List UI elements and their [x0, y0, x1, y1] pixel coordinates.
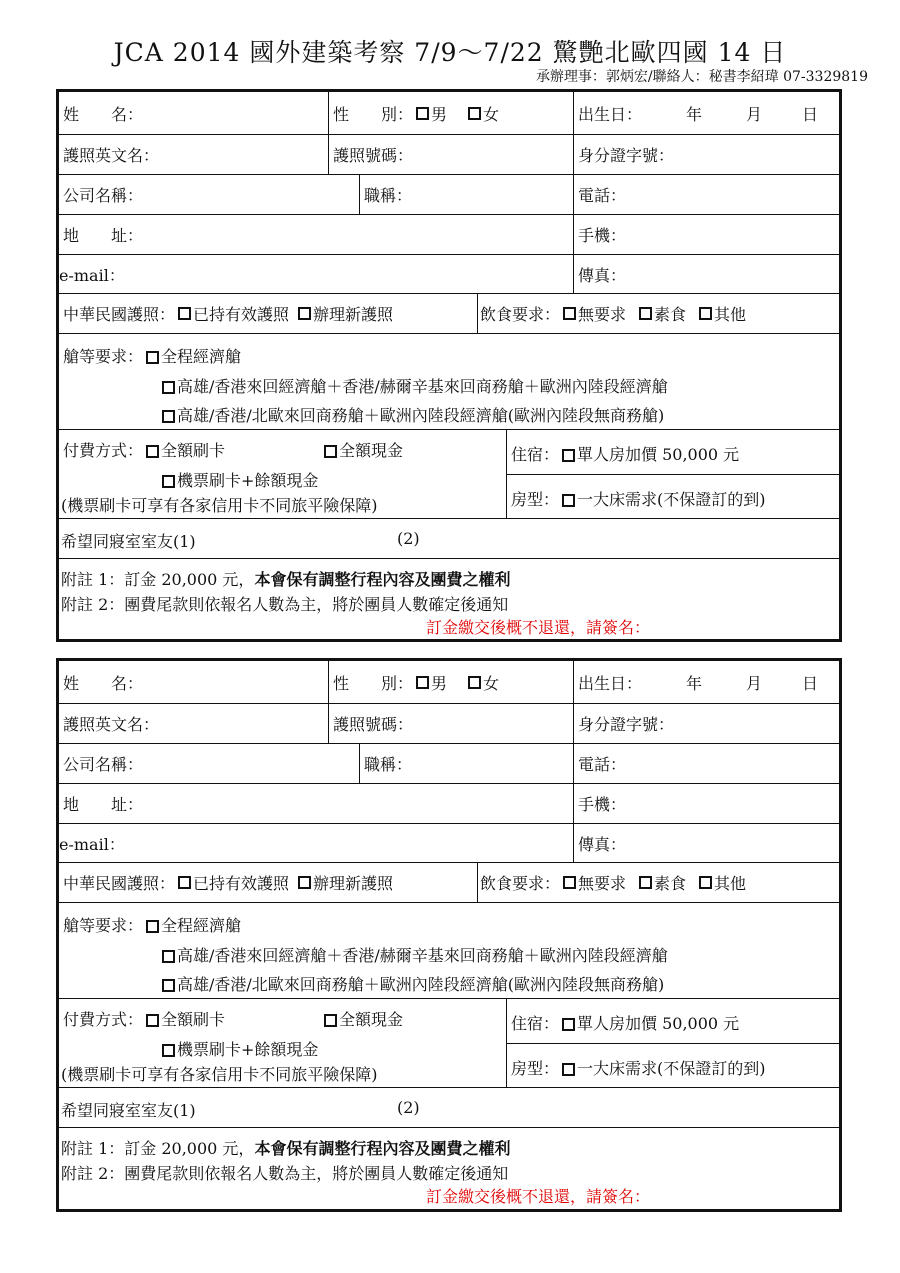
row-company [59, 744, 839, 784]
id-no-field[interactable]: 身分證字號： [573, 135, 839, 174]
room-type-field [511, 487, 766, 510]
name-field[interactable]: 姓 名： [63, 104, 144, 124]
no-req-label: 無要求 [578, 874, 627, 893]
row-address [59, 784, 839, 824]
roc-passport-field [59, 294, 477, 333]
pay-card-checkbox[interactable] [146, 1014, 159, 1027]
row-passport [59, 704, 839, 744]
roc-passport-label: 中華民國護照： [63, 305, 176, 324]
payment-label: 付費方式： [63, 441, 144, 460]
row-passport-diet [59, 294, 839, 334]
row-notes [59, 559, 839, 639]
row-cabin [59, 334, 839, 430]
note-1-bold-text: 本會保有調整行程內容及團費之權利 [254, 1139, 511, 1158]
row-address [59, 215, 839, 255]
other-diet-label: 其他 [714, 305, 747, 324]
cabin-opt2-label: 高雄/香港來回經濟艙＋香港/赫爾辛基來回商務艙＋歐洲內陸段經濟艙 [177, 946, 668, 965]
diet-field [477, 863, 839, 902]
passport-en-name-field[interactable]: 護照英文名： [63, 715, 160, 734]
new-passport-checkbox[interactable] [298, 307, 311, 320]
cabin-line-1 [63, 344, 241, 367]
month-label: 月 [746, 673, 763, 693]
job-title-field[interactable]: 職稱： [359, 744, 573, 783]
big-bed-label: 一大床需求(不保證訂的到) [577, 490, 766, 509]
pay-cash-checkbox[interactable] [324, 445, 337, 458]
registration-form-1 [56, 89, 842, 642]
male-checkbox[interactable] [416, 676, 429, 689]
row-roommate [59, 1088, 839, 1128]
note-1 [61, 1136, 510, 1159]
big-bed-checkbox[interactable] [562, 1063, 575, 1076]
pay-mixed-label: 機票刷卡+餘額現金 [177, 471, 319, 490]
row-payment [59, 430, 839, 519]
valid-passport-checkbox[interactable] [178, 307, 191, 320]
no-req-checkbox[interactable] [563, 876, 576, 889]
cabin-opt3-label: 高雄/香港/北歐來回商務艙＋歐洲內陸段經濟艙(歐洲內陸段無商務艙) [177, 975, 665, 994]
valid-passport-label: 已持有效護照 [193, 874, 290, 893]
roc-passport-label: 中華民國護照： [63, 874, 176, 893]
lodging-divider [506, 1043, 839, 1044]
gender-field [328, 92, 573, 134]
cabin-opt1-label: 全程經濟艙 [161, 347, 242, 366]
roc-passport-field [59, 863, 477, 902]
lodging-field [511, 442, 739, 465]
cabin-line-3 [159, 403, 664, 426]
birth-label: 出生日： [578, 673, 643, 693]
company-field[interactable]: 公司名稱： [63, 186, 144, 205]
cabin-line-1 [63, 913, 241, 936]
other-diet-checkbox[interactable] [699, 876, 712, 889]
roommate-1-field[interactable]: 希望同寢室室友(1) [61, 1101, 196, 1120]
company-field[interactable]: 公司名稱： [63, 755, 144, 774]
phone-field[interactable]: 電話： [573, 175, 839, 214]
room-type-label: 房型： [511, 490, 560, 509]
payment-label: 付費方式： [63, 1010, 144, 1029]
vegetarian-checkbox[interactable] [639, 876, 652, 889]
page-title: JCA 2014 國外建築考察 7/9～7/22 驚艷北歐四國 14 日 [113, 38, 787, 67]
passport-no-field[interactable]: 護照號碼： [328, 135, 573, 174]
pay-card-label: 全額刷卡 [161, 1010, 226, 1029]
note-1-text: 附註 1：訂金 20,000 元， [61, 1139, 255, 1158]
passport-en-name-field[interactable]: 護照英文名： [63, 146, 160, 165]
new-passport-label: 辦理新護照 [313, 874, 394, 893]
other-diet-checkbox[interactable] [699, 307, 712, 320]
row-roommate [59, 519, 839, 559]
gender-label: 性 別： [333, 104, 414, 124]
day-label: 日 [802, 673, 819, 693]
year-label: 年 [686, 104, 703, 124]
pay-cash-option [321, 438, 403, 461]
birth-field[interactable] [573, 661, 839, 703]
female-checkbox[interactable] [468, 676, 481, 689]
no-req-checkbox[interactable] [563, 307, 576, 320]
roommate-1-field[interactable]: 希望同寢室室友(1) [61, 532, 196, 551]
lodging-label: 住宿： [511, 1014, 560, 1033]
signature-field[interactable]: 訂金繳交後概不退還，請簽名： [426, 1187, 651, 1206]
cabin-opt2-label: 高雄/香港來回經濟艙＋香港/赫爾辛基來回商務艙＋歐洲內陸段經濟艙 [177, 377, 668, 396]
cabin-opt1-checkbox[interactable] [146, 351, 159, 364]
lodging-field [511, 1011, 739, 1034]
single-room-label: 單人房加價 50,000 元 [577, 445, 740, 464]
lodging-label: 住宿： [511, 445, 560, 464]
cabin-line-2 [159, 943, 668, 966]
male-checkbox[interactable] [416, 107, 429, 120]
big-bed-checkbox[interactable] [562, 494, 575, 507]
lodging-divider [506, 474, 839, 475]
single-room-checkbox[interactable] [562, 1018, 575, 1031]
phone-field[interactable]: 電話： [573, 744, 839, 783]
cabin-opt3-checkbox[interactable] [162, 979, 175, 992]
payment-line-1 [63, 438, 225, 461]
female-checkbox[interactable] [468, 107, 481, 120]
cabin-line-2 [159, 374, 668, 397]
gender-label: 性 別： [333, 673, 414, 693]
year-label: 年 [686, 673, 703, 693]
cabin-line-3 [159, 972, 664, 995]
job-title-field[interactable]: 職稱： [359, 175, 573, 214]
day-label: 日 [802, 104, 819, 124]
diet-field [477, 294, 839, 333]
fax-field[interactable]: 傳真： [573, 824, 839, 862]
note-1 [61, 567, 510, 590]
pay-note: (機票刷卡可享有各家信用卡不同旅平險保障) [61, 496, 378, 515]
valid-passport-checkbox[interactable] [178, 876, 191, 889]
new-passport-label: 辦理新護照 [313, 305, 394, 324]
female-label: 女 [483, 104, 500, 124]
email-field[interactable]: e-mail： [59, 834, 125, 854]
email-field[interactable]: e-mail： [59, 265, 125, 285]
vegetarian-label: 素食 [654, 874, 687, 893]
male-label: 男 [431, 673, 448, 693]
room-type-label: 房型： [511, 1059, 560, 1078]
male-label: 男 [431, 104, 448, 124]
cabin-opt2-checkbox[interactable] [162, 381, 175, 394]
cabin-label: 艙等要求： [63, 916, 144, 935]
diet-label: 飲食要求： [480, 874, 561, 893]
roommate-2-field[interactable]: (2) [397, 529, 420, 548]
organizer-contact: 承辦理事：郭炳宏/聯絡人：秘書李紹瑋 07-3329819 [535, 69, 868, 85]
birth-label: 出生日： [578, 104, 643, 124]
row-cabin [59, 903, 839, 999]
big-bed-label: 一大床需求(不保證訂的到) [577, 1059, 766, 1078]
pay-mixed-label: 機票刷卡+餘額現金 [177, 1040, 319, 1059]
no-req-label: 無要求 [578, 305, 627, 324]
diet-label: 飲食要求： [480, 305, 561, 324]
note-2: 附註 2：團費尾款則依報名人數為主，將於團員人數確定後通知 [61, 595, 509, 614]
row-passport [59, 135, 839, 175]
mobile-field[interactable]: 手機： [573, 215, 839, 254]
cabin-opt1-label: 全程經濟艙 [161, 916, 242, 935]
valid-passport-label: 已持有效護照 [193, 305, 290, 324]
pay-mixed-checkbox[interactable] [162, 475, 175, 488]
single-room-label: 單人房加價 50,000 元 [577, 1014, 740, 1033]
pay-card-checkbox[interactable] [146, 445, 159, 458]
note-2: 附註 2：團費尾款則依報名人數為主，將於團員人數確定後通知 [61, 1164, 509, 1183]
fax-field[interactable]: 傳真： [573, 255, 839, 293]
note-1-text: 附註 1：訂金 20,000 元， [61, 570, 255, 589]
passport-no-field[interactable]: 護照號碼： [328, 704, 573, 743]
gender-field [328, 661, 573, 703]
roommate-2-field[interactable]: (2) [397, 1098, 420, 1117]
other-diet-label: 其他 [714, 874, 747, 893]
pay-mixed-option [159, 468, 318, 491]
vegetarian-checkbox[interactable] [639, 307, 652, 320]
new-passport-checkbox[interactable] [298, 876, 311, 889]
cabin-opt1-checkbox[interactable] [146, 920, 159, 933]
address-field[interactable]: 地 址： [63, 226, 144, 245]
payment-line-1 [63, 1007, 225, 1030]
cabin-opt3-label: 高雄/香港/北歐來回商務艙＋歐洲內陸段經濟艙(歐洲內陸段無商務艙) [177, 406, 665, 425]
pay-mixed-option [159, 1037, 318, 1060]
signature-field[interactable]: 訂金繳交後概不退還，請簽名： [426, 618, 651, 637]
registration-form-2 [56, 658, 842, 1212]
name-field[interactable]: 姓 名： [63, 673, 144, 693]
row-notes [59, 1128, 839, 1209]
row-company [59, 175, 839, 215]
row-payment [59, 999, 839, 1088]
address-field[interactable]: 地 址： [63, 795, 144, 814]
cabin-opt3-checkbox[interactable] [162, 410, 175, 423]
row-name [59, 92, 839, 135]
pay-cash-label: 全額現金 [339, 1010, 404, 1029]
pay-cash-label: 全額現金 [339, 441, 404, 460]
note-1-bold-text: 本會保有調整行程內容及團費之權利 [254, 570, 511, 589]
cabin-opt2-checkbox[interactable] [162, 950, 175, 963]
room-type-field [511, 1056, 766, 1079]
pay-mixed-checkbox[interactable] [162, 1044, 175, 1057]
row-passport-diet [59, 863, 839, 903]
mobile-field[interactable]: 手機： [573, 784, 839, 823]
cabin-label: 艙等要求： [63, 347, 144, 366]
single-room-checkbox[interactable] [562, 449, 575, 462]
female-label: 女 [483, 673, 500, 693]
row-email [59, 255, 839, 294]
pay-card-label: 全額刷卡 [161, 441, 226, 460]
month-label: 月 [746, 104, 763, 124]
row-name [59, 661, 839, 704]
pay-note: (機票刷卡可享有各家信用卡不同旅平險保障) [61, 1065, 378, 1084]
row-email [59, 824, 839, 863]
pay-cash-option [321, 1007, 403, 1030]
id-no-field[interactable]: 身分證字號： [573, 704, 839, 743]
pay-cash-checkbox[interactable] [324, 1014, 337, 1027]
vegetarian-label: 素食 [654, 305, 687, 324]
birth-field[interactable] [573, 92, 839, 134]
